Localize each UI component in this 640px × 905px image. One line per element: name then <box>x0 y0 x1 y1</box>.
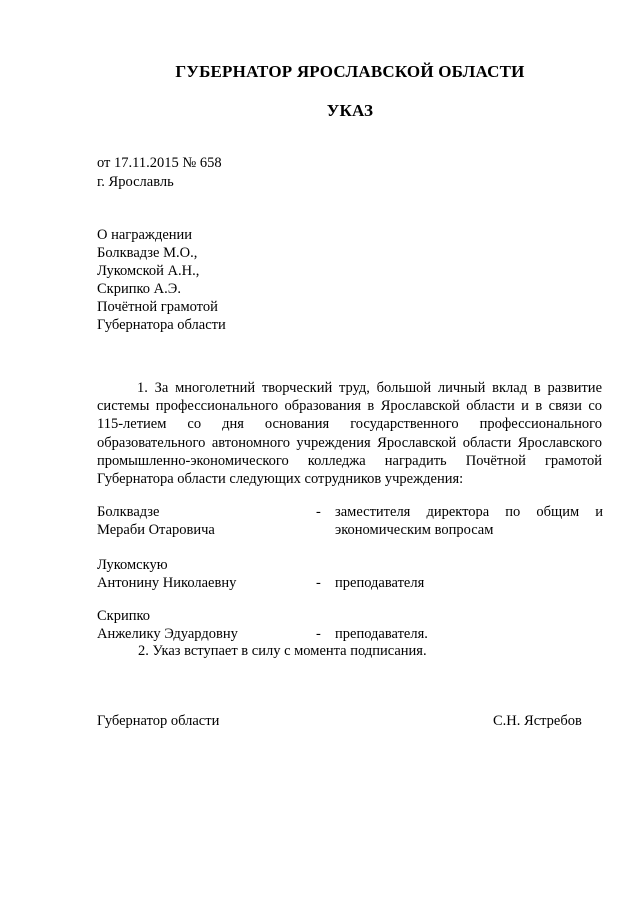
subject-line: О награждении <box>97 227 193 243</box>
document-city: г. Ярославль <box>97 174 174 190</box>
awardee-surname: Скрипко <box>97 608 151 624</box>
awardee-surname: Болквадзе <box>97 504 160 520</box>
awardee-surname: Лукомскую <box>97 557 168 573</box>
awardee-given-names: Антонину Николаевну <box>97 575 237 591</box>
awardee-position: экономическим вопросам <box>335 522 494 538</box>
awardee-position: преподавателя. <box>335 626 428 642</box>
decree-paragraph-2: 2. Указ вступает в силу с момента подписания. <box>138 643 427 659</box>
subject-line: Скрипко А.Э. <box>97 281 181 297</box>
subject-line: Болквадзе М.О., <box>97 245 198 261</box>
awardee-dash: - <box>316 504 321 520</box>
awardee-position: заместителя директора по общим и <box>335 504 603 520</box>
document-date-number: от 17.11.2015 № 658 <box>97 155 222 171</box>
awardee-given-names: Мераби Отаровича <box>97 522 215 538</box>
document-type-heading: УКАЗ <box>326 101 374 120</box>
subject-line: Лукомской А.Н., <box>97 263 200 279</box>
signature-name: С.Н. Ястребов <box>493 713 582 729</box>
signature-title: Губернатор области <box>97 713 220 729</box>
decree-paragraph-1: 1. За многолетний творческий труд, большой личный вклад в развитие системы профессионального образования в Ярославской области и в связи со 115-летием со дня основания государственного профессионального образовательного автономного учреждения Ярославской области Ярославского промышленно-экономического колледжа наградить Почётной грамотой Губернатора области следующих сотрудников учреждения: <box>97 380 602 488</box>
awardee-dash: - <box>316 626 321 642</box>
awardee-given-names: Анжелику Эдуардовну <box>97 626 238 642</box>
document-authority-heading: ГУБЕРНАТОР ЯРОСЛАВСКОЙ ОБЛАСТИ <box>175 62 525 81</box>
subject-line: Губернатора области <box>97 317 226 333</box>
awardee-dash: - <box>316 575 321 591</box>
subject-line: Почётной грамотой <box>97 299 218 315</box>
awardee-position: преподавателя <box>335 575 425 591</box>
